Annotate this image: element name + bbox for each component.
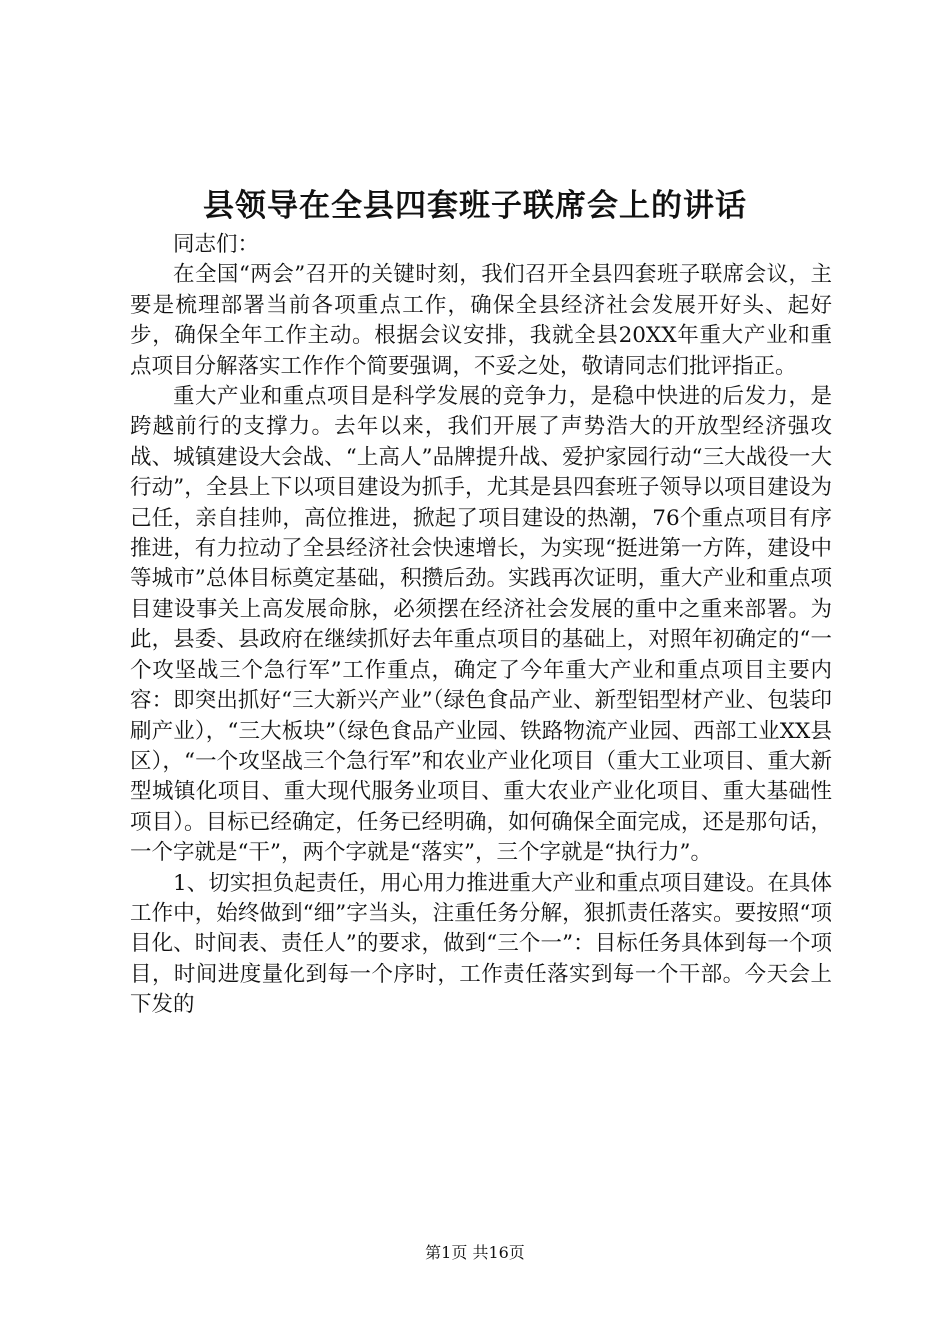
document-title: 县领导在全县四套班子联席会上的讲话 [203,188,747,224]
document-body [130,230,832,1021]
paragraph-3: 1、切实担负起责任，用心用力推进重大产业和重点项目建设。在具体工作中，始终做到“细”字当头，注重任务分解，狠抓责任落实。要按照“项目化、时间表、责任人”的要求，做到“三个一”：目标任务具体到每一个项目，时间进度量化到每一个序时，工作责任落实到每一个干部。今天会上下发的 [130,870,832,1018]
paragraph-1: 在全国“两会”召开的关键时刻，我们召开全县四套班子联席会议，主要是梳理部署当前各项重点工作，确保全县经济社会发展开好头、起好步，确保全年工作主动。根据会议安排，我就全县20XX年重大产业和重点项目分解落实工作作个简要强调，不妥之处，敬请同志们批评指正。 [130,262,832,379]
paragraph-2: 重大产业和重点项目是科学发展的竞争力，是稳中快进的后发力，是跨越前行的支撑力。去年以来，我们开展了声势浩大的开放型经济强攻战、城镇建设大会战、“上高人”品牌提升战、爱护家园行动“三大战役一大行动”，全县上下以项目建设为抓手，尤其是县四套班子领导以项目建设为己任，亲自挂帅，高位推进，掀起了项目建设的热潮，76个重点项目有序推进，有力拉动了全县经济社会快速增长，为实现“挺进第一方阵，建设中等城市”总体目标奠定基础，积攒后劲。实践再次证明，重大产业和重点项目建设事关上高发展命脉，必须摆在经济社会发展的重中之重来部署。为此，县委、县政府在继续抓好去年重点项目的基础上，对照年初确定的“一个攻坚战三个急行军”工作重点，确定了今年重大产业和重点项目主要内容：即突出抓好“三大新兴产业”（绿色食品产业、新型铝型材产业、包装印刷产业），“三大板块”（绿色食品产业园、铁路物流产业园、西部工业XX县区），“一个攻坚战三个急行军”和农业产业化项目（重大工业项目、重大新型城镇化项目、重大现代服务业项目、重大农业产业化项目、重大基础性项目）。目标已经确定，任务已经明确，如何确保全面完成，还是那句话，一个字就是“干”，两个字就是“落实”，三个字就是“执行力”。 [130,384,832,866]
page-number-footer: 第1页 共16页 [425,1243,525,1262]
salutation: 同志们： [173,232,260,257]
